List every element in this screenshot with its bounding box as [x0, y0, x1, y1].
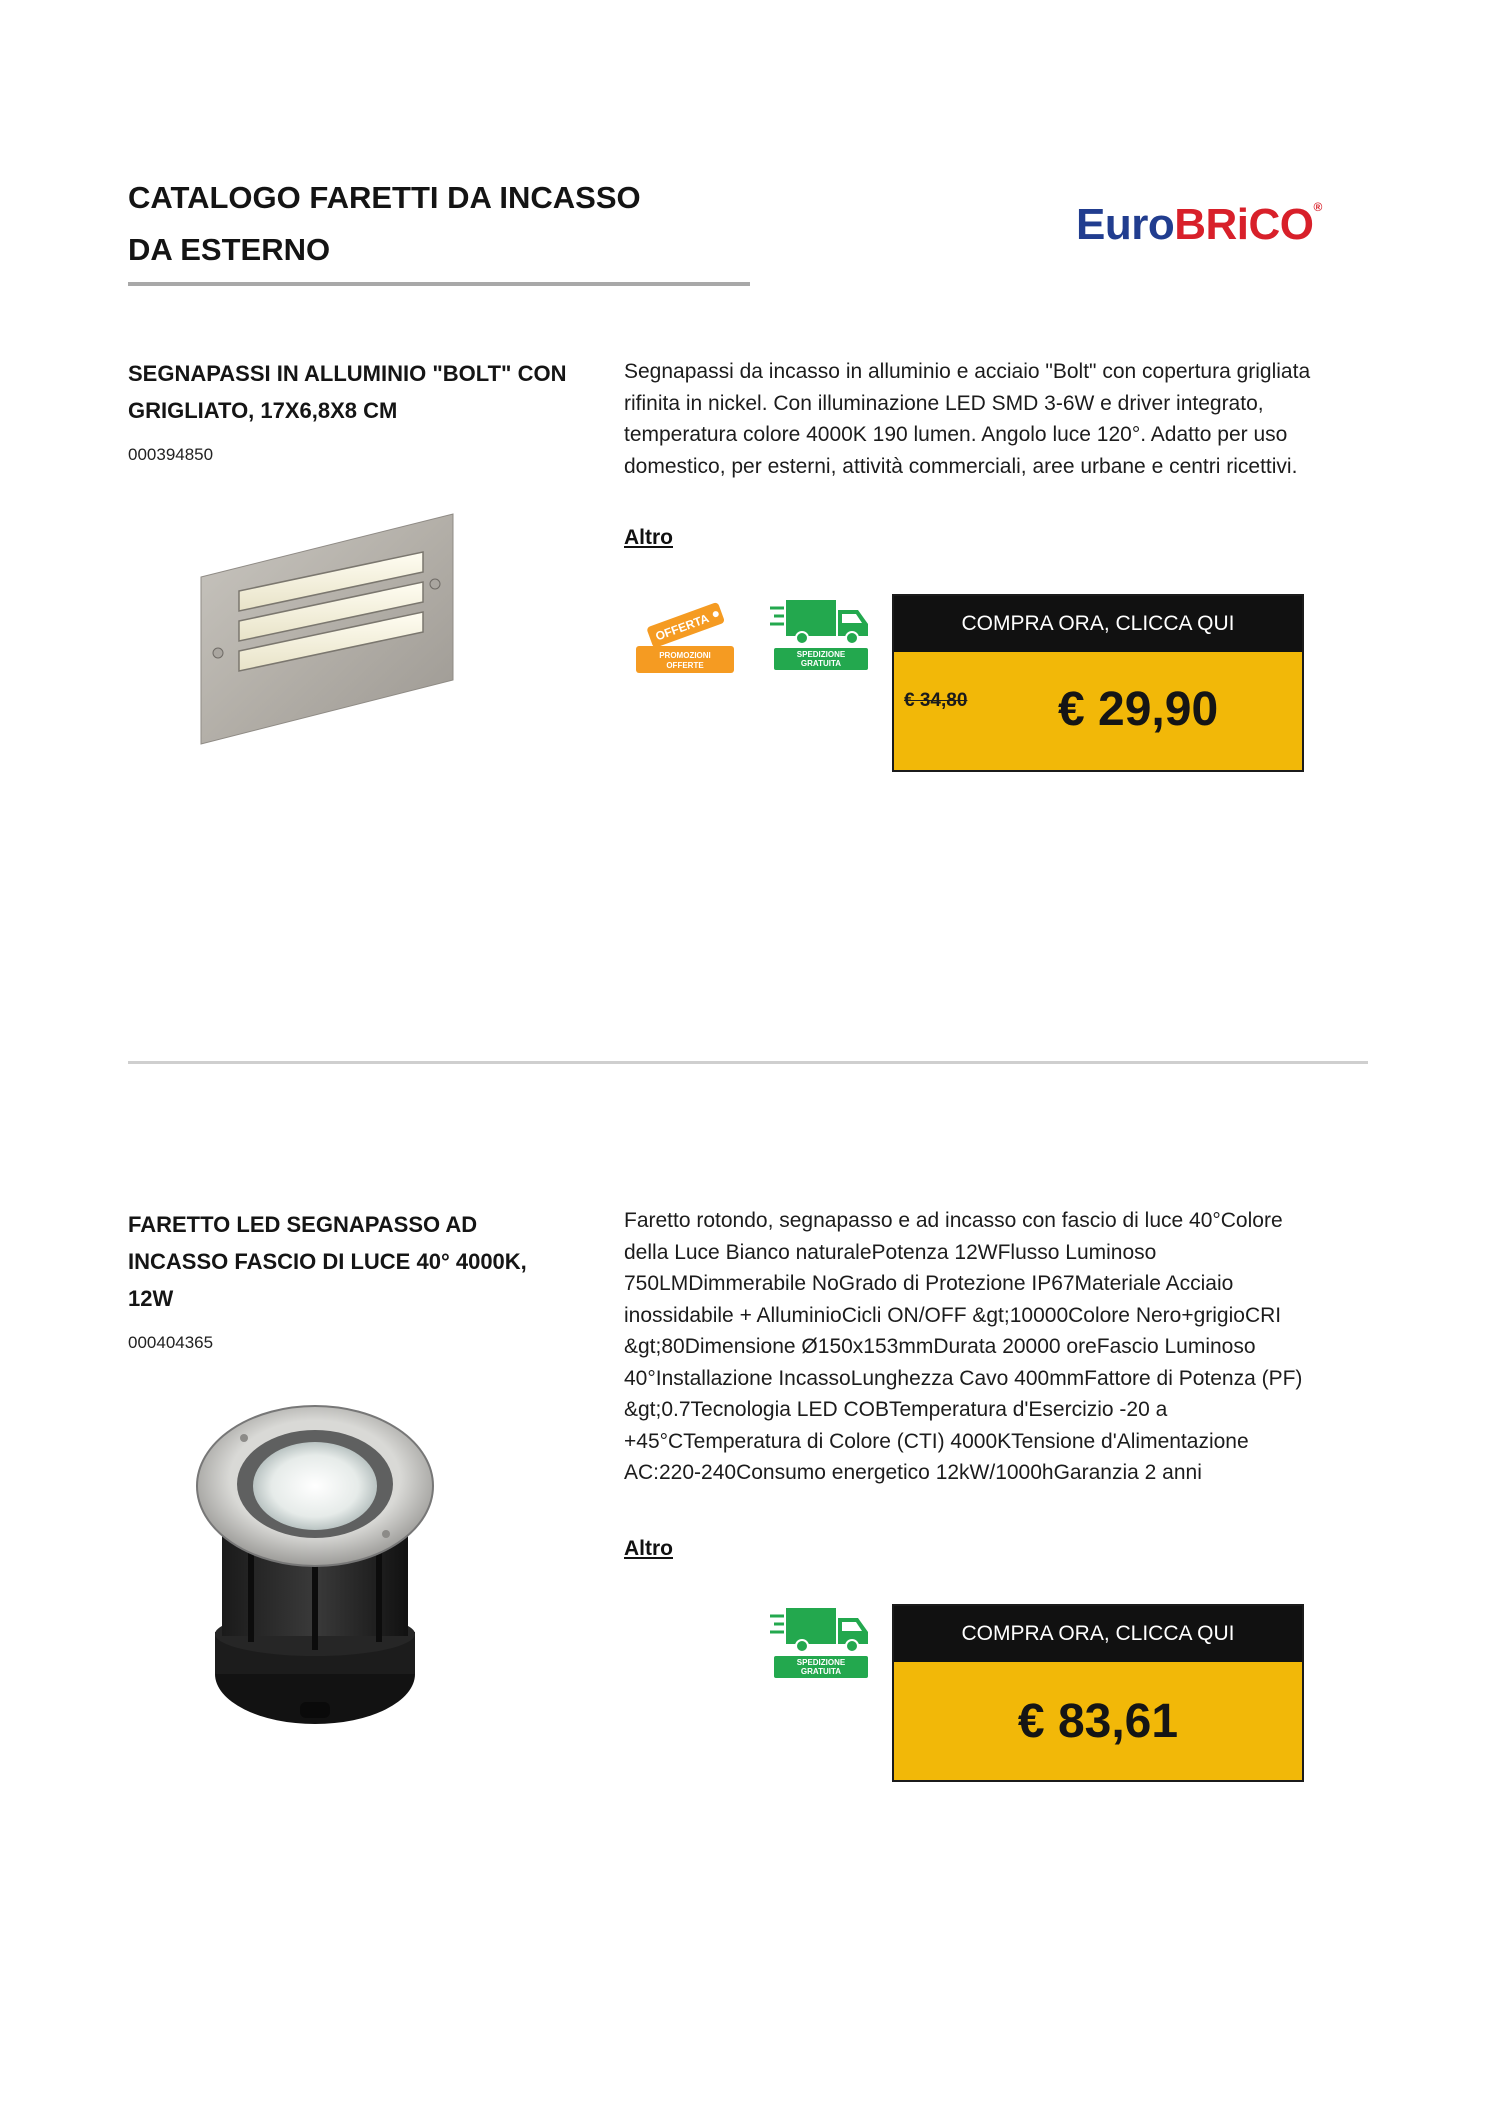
- shipping-badge-line-1: SPEDIZIONE: [796, 1658, 846, 1667]
- product-title-line-2: GRIGLIATO, 17X6,8X8 CM: [128, 398, 398, 423]
- logo-registered-mark: ®: [1313, 200, 1322, 214]
- shipping-badge-line-2: GRATUITA: [800, 1667, 842, 1676]
- more-link[interactable]: Altro: [624, 1537, 673, 1560]
- product-title-line-1: FARETTO LED SEGNAPASSO AD: [128, 1212, 478, 1237]
- product-sku: 000404365: [128, 1333, 214, 1352]
- free-shipping-badge: [770, 596, 870, 672]
- logo-euro-text: Euro: [1076, 200, 1175, 249]
- section-divider: [128, 1061, 1368, 1064]
- shipping-badge-line-2: GRATUITA: [800, 659, 842, 668]
- product-description: Segnapassi da incasso in alluminio e acciaio "Bolt" con copertura grigliata rifinita in nickel. Con illuminazione LED SMD 3-6W e driver integrato, temperatura colore 4000K 190 lumen. Angolo luce 120°. Adatto per uso domestico, per esterni, attività commerciali, aree urbane e centri ricettivi.: [624, 360, 1311, 478]
- truck-icon: [770, 596, 870, 672]
- product-title-line-2: INCASSO FASCIO DI LUCE 40° 4000K,: [128, 1249, 527, 1274]
- product-title-line-3: 12W: [128, 1286, 174, 1311]
- product-title-line-1: SEGNAPASSI IN ALLUMINIO "BOLT" CON: [128, 361, 567, 386]
- logo-brico-text: BRiCO: [1174, 200, 1314, 249]
- more-link[interactable]: Altro: [624, 526, 673, 549]
- promo-offer-badge: [634, 596, 738, 676]
- page-title-line-2: DA ESTERNO: [128, 232, 331, 267]
- free-shipping-badge: [770, 1604, 870, 1680]
- product-sku: 000394850: [128, 445, 214, 464]
- product-description: Faretto rotondo, segnapasso e ad incasso con fascio di luce 40°Colore della Luce Bianco naturalePotenza 12WFlusso Luminoso 750LMDimmerabile NoGrado di Protezione IP67Materiale Acciaio inossidabile + AlluminioCicli ON/OFF &gt;10000Colore Nero+grigioCRI &gt;80Dimensione Ø150x153mmDurata 20000 oreFascio Luminoso 40°Installazione IncassoLunghezza Cavo 400mmFattore di Potenza (PF) &gt;0.7Tecnologia LED COBTemperatura d'Esercizio -20 a +45°CTemperatura di Colore (CTI) 4000KTensione d'Alimentazione AC:220-240Consumo energetico 12kW/1000hGaranzia 2 anni: [624, 1209, 1303, 1484]
- truck-icon: [770, 1604, 870, 1680]
- buy-now-button[interactable]: COMPRA ORA, CLICCA QUI: [894, 1606, 1302, 1662]
- offer-tag-icon: [634, 596, 738, 676]
- buy-now-button[interactable]: COMPRA ORA, CLICCA QUI: [894, 596, 1302, 652]
- buy-box[interactable]: [892, 1604, 1304, 1782]
- promo-badge-top-text: OFFERTA: [653, 611, 711, 644]
- product-title: [128, 355, 648, 429]
- round-recessed-spotlight-image: [190, 1402, 440, 1736]
- buy-box[interactable]: [892, 594, 1304, 772]
- shipping-badge-line-1: SPEDIZIONE: [796, 650, 846, 659]
- page-title: [128, 172, 768, 276]
- promo-badge-line-1: PROMOZIONI: [659, 651, 711, 660]
- title-divider: [128, 282, 750, 286]
- current-price: € 29,90: [1058, 683, 1219, 736]
- promo-badge-line-2: OFFERTE: [666, 661, 704, 670]
- old-price: € 34,80: [904, 690, 968, 711]
- eurobrico-logo: [1076, 200, 1352, 256]
- current-price: € 83,61: [1017, 1695, 1179, 1748]
- page-title-line-1: CATALOGO FARETTI DA INCASSO: [128, 180, 641, 215]
- step-light-grille-image: [195, 512, 455, 746]
- product-title: [128, 1206, 628, 1317]
